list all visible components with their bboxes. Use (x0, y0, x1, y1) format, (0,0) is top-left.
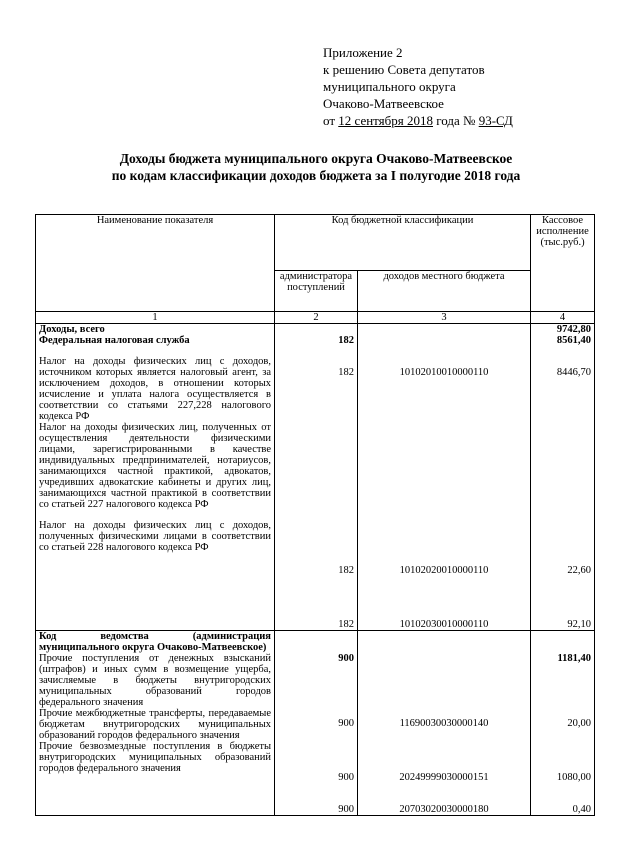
dept-admin-cell (275, 631, 358, 816)
item-code: 11690030030000140 (399, 718, 489, 729)
header-name: Наименование показателя (36, 215, 275, 312)
item-admin: 900 (338, 718, 354, 729)
item-admin: 182 (338, 367, 354, 378)
income-table (35, 214, 595, 816)
col-number: 2 (275, 312, 358, 324)
item-amount: 22,60 (567, 565, 592, 576)
dept-amount-cell (531, 631, 595, 816)
header-local: доходов местного бюджета (358, 271, 531, 312)
dept-admin: 900 (338, 653, 354, 664)
item-code: 20249999030000151 (399, 772, 489, 783)
appendix-header (323, 44, 513, 129)
total-label: Доходы, всего (39, 324, 105, 335)
column-number-row (36, 312, 595, 324)
item-name: Прочие межбюджетные трансферты, передаваемые бюджетам внутригородских муниципальных образований городов федерального значения (39, 708, 271, 741)
fns-code-cell (358, 324, 531, 631)
appendix-line: Очаково-Матвеевское (323, 96, 444, 111)
item-amount: 1080,00 (556, 772, 592, 783)
table-header-row (36, 215, 595, 271)
fns-name: Федеральная налоговая служба (39, 335, 190, 346)
col-number: 4 (531, 312, 595, 324)
item-name: Прочие безвозмездные поступления в бюджеты внутригородских муниципальных образований городов федерального значения (39, 741, 271, 774)
date-prefix: от (323, 113, 339, 128)
document-title (0, 150, 632, 184)
table-row (36, 631, 595, 816)
fns-amount-cell (531, 324, 595, 631)
decision-date: 12 сентября 2018 (338, 113, 434, 128)
item-name: Налог на доходы физических лиц с доходов, полученных физическими лицами в соответствии со статьей 228 налогового кодекса РФ (39, 520, 271, 553)
dept-name-cell (36, 631, 275, 816)
item-code: 20703020030000180 (399, 804, 489, 815)
fns-amount: 8561,40 (556, 335, 592, 346)
item-amount: 92,10 (567, 619, 592, 630)
col-number: 1 (36, 312, 275, 324)
item-amount: 0,40 (572, 804, 592, 815)
title-line-1: Доходы бюджета муниципального округа Очаково-Матвеевское (119, 151, 513, 166)
title-line-2: по кодам классификации доходов бюджета за I полугодие 2018 года (111, 168, 521, 183)
col-number: 3 (358, 312, 531, 324)
header-admin: администратора поступлений (275, 271, 358, 312)
item-name: Налог на доходы физических лиц с доходов, источником которых является налоговый агент, за исключением доходов, в отношении которых исчисление и уплата налога осуществляется в соответствии со статьями 227,228 налогового кодекса РФ (39, 356, 271, 422)
item-amount: 8446,70 (556, 367, 592, 378)
item-amount: 20,00 (567, 718, 592, 729)
fns-admin: 182 (338, 335, 354, 346)
appendix-line: к решению Совета депутатов (323, 62, 485, 77)
item-code: 10102020010000110 (399, 565, 489, 576)
item-name: Прочие поступления от денежных взысканий (штрафов) и иных сумм в возмещение ущерба, зачисляемые в бюджеты внутригородских муниципальных образований городов федерального значения (39, 653, 271, 708)
appendix-line: муниципального округа (323, 79, 456, 94)
decision-number: 93-СД (478, 113, 513, 128)
date-mid: года № (433, 113, 479, 128)
appendix-line: Приложение 2 (323, 45, 403, 60)
fns-admin-cell (275, 324, 358, 631)
item-name: Налог на доходы физических лиц, полученных от осуществления деятельности физическими лицами, зарегистрированными в качестве индивидуальных предпринимателей, нотариусов, занимающихся частной практикой, адвокатов, учредивших адвокатские кабинеты и других лиц, занимающихся частной практикой в соответствии со статьей 227 налогового кодекса РФ (39, 422, 271, 510)
fns-name-cell (36, 324, 275, 631)
total-amount: 9742,80 (556, 324, 592, 335)
table-row (36, 324, 595, 631)
item-code: 10102010010000110 (399, 367, 489, 378)
header-code: Код бюджетной классификации (275, 215, 531, 271)
dept-code-cell (358, 631, 531, 816)
item-admin: 182 (338, 619, 354, 630)
item-admin: 900 (338, 804, 354, 815)
appendix-date-line (323, 112, 513, 129)
header-amount: Кассовое исполнение (тыс.руб.) (531, 215, 595, 312)
item-admin: 900 (338, 772, 354, 783)
dept-amount: 1181,40 (557, 653, 592, 664)
dept-name: Код ведомства (администрация муниципального округа Очаково-Матвеевское) (39, 631, 271, 653)
item-code: 10102030010000110 (399, 619, 489, 630)
item-admin: 182 (338, 565, 354, 576)
